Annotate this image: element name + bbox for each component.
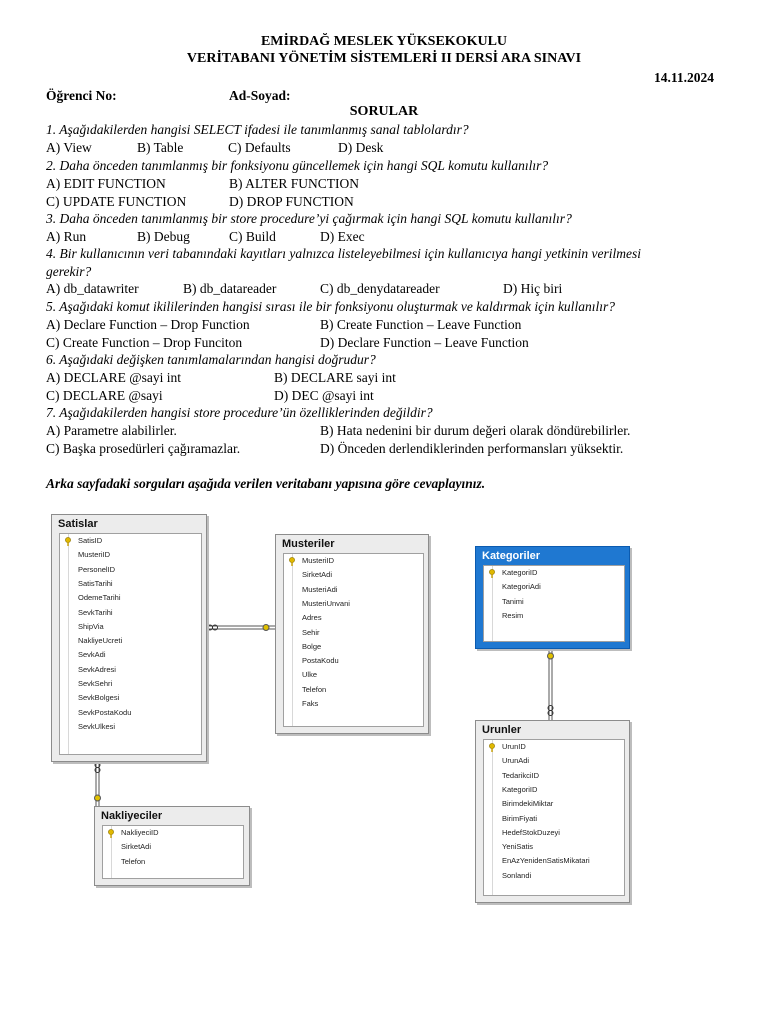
option-7b: B) Hata nedenini bir durum değeri olarak döndürebilirler. [320,423,631,438]
primary-key-icon [288,557,296,566]
option-2c: C) UPDATE FUNCTION [46,194,187,209]
column-name: SevkPostaKodu [78,707,132,717]
column-name: NakliyeUcreti [78,636,123,646]
column-name: Telefon [121,856,146,866]
primary-key-icon [64,537,72,546]
link-kategoriler-urunler [548,648,554,720]
column-name: Resim [502,610,524,620]
option-3b: B) Debug [137,229,190,244]
table-kategoriler-title: Kategoriler [482,550,541,562]
option-4b: B) db_datareader [183,281,277,296]
option-5b: B) Create Function – Leave Function [320,317,522,332]
table-nakliyeciler-title: Nakliyeciler [101,810,163,822]
column-row[interactable] [60,563,201,577]
column-name: Telefon [302,684,327,694]
option-6c: C) DECLARE @sayi [46,388,163,403]
column-name: MusteriUnvani [302,598,350,608]
column-name: KategoriID [502,568,538,577]
column-name: SevkSehri [78,679,113,688]
column-row[interactable] [60,648,201,662]
school-title: EMİRDAĞ MESLEK YÜKSEKOKULU [260,34,508,49]
column-row[interactable] [484,826,624,840]
name-label: Ad-Soyad: [229,88,291,103]
column-row[interactable] [484,595,624,609]
option-4c: C) db_denydatareader [320,281,440,296]
column-row[interactable] [103,840,243,854]
option-2d: D) DROP FUNCTION [229,194,354,209]
column-row[interactable] [284,597,423,611]
column-row[interactable] [484,580,624,594]
column-name: HedefStokDuzeyi [502,827,560,837]
column-row[interactable] [60,620,201,634]
column-row[interactable] [484,769,624,783]
column-name: SevkAdresi [78,664,116,674]
column-row[interactable] [60,663,201,677]
column-row[interactable] [284,697,423,711]
table-kategoriler-columns [483,565,625,642]
column-row[interactable] [284,683,423,697]
option-2a: A) EDIT FUNCTION [46,176,166,191]
column-name: SatisID [78,536,103,545]
option-6b: B) DECLARE sayi int [274,370,396,385]
section-title: SORULAR [349,104,419,119]
column-row[interactable] [284,626,423,640]
option-1a: A) View [46,140,92,155]
option-6d: D) DEC @sayi int [274,388,374,403]
question-2: 2. Daha önceden tanımlanmış bir fonksiyonu güncellemek için hangi SQL komutu kullanılır? [46,158,549,173]
question-1: 1. Aşağıdakilerden hangisi SELECT ifadesi ile tanımlanmış sanal tablolardır? [46,122,469,137]
column-name: SevkAdi [78,650,106,660]
table-urunler[interactable] [475,720,630,903]
table-musteriler-title: Musteriler [282,538,335,550]
table-musteriler[interactable] [275,534,429,734]
column-name: MusteriID [302,556,335,565]
column-row[interactable] [284,640,423,654]
option-4a: A) db_datawriter [46,281,139,296]
column-name: SevkTarihi [78,607,113,617]
column-name: PersonelID [78,564,116,574]
table-urunler-columns [483,739,625,896]
option-3d: D) Exec [320,229,365,244]
option-5a: A) Declare Function – Drop Function [46,317,250,332]
column-name: SirketAdi [302,570,333,580]
column-row[interactable] [60,548,201,562]
column-name: Tanimi [502,596,524,606]
column-row[interactable] [60,691,201,705]
question-4-line1: 4. Bir kullanıcının veri tabanındaki kayıtları yalnızca listeleyebilmesi için kullanıcıya hangi yetkinin verilmesi [46,246,641,261]
instruction-text: Arka sayfadaki sorguları aşağıda verilen veritabanı yapısına göre cevaplayınız. [46,476,486,491]
table-nakliyeciler[interactable] [94,806,250,886]
option-7a: A) Parametre alabilirler. [46,423,177,438]
option-7c: C) Başka prosedürleri çağıramazlar. [46,441,241,456]
table-satislar[interactable] [51,514,207,762]
column-name: Sehir [302,627,320,637]
question-5: 5. Aşağıdaki komut ikililerinden hangisi sırası ile bir fonksiyonu oluşturmak ve kaldırmak için kullanılır? [46,299,615,314]
option-2b: B) ALTER FUNCTION [229,176,360,191]
table-kategoriler[interactable] [475,546,630,649]
column-row[interactable] [60,720,201,734]
table-satislar-title: Satislar [58,518,98,530]
column-row[interactable] [284,668,423,682]
option-1c: C) Defaults [228,140,291,155]
column-row[interactable] [60,534,201,548]
question-4-line2: gerekir? [46,264,92,279]
column-name: KategoriAdi [502,582,541,592]
question-6: 6. Aşağıdaki değişken tanımlamalarından hangisi doğrudur? [46,352,376,367]
column-row[interactable] [284,554,423,568]
column-name: Ulke [302,670,318,680]
column-row[interactable] [103,826,243,840]
column-row[interactable] [484,740,624,754]
column-name: UrunID [502,742,526,751]
column-row[interactable] [284,611,423,625]
option-6a: A) DECLARE @sayi int [46,370,182,385]
option-3a: A) Run [46,229,87,244]
column-name: BirimFiyati [502,813,537,823]
column-row[interactable] [60,706,201,720]
column-row[interactable] [484,797,624,811]
question-3: 3. Daha önceden tanımlanmış bir store procedure’yi çağırmak için hangi SQL komutu kullanılır? [46,211,572,226]
column-row[interactable] [284,583,423,597]
option-7d: D) Önceden derlendiklerinden performansları yüksektir. [320,441,624,456]
table-nakliyeciler-columns [102,825,244,879]
column-name: Faks [302,699,319,708]
column-name: SirketAdi [121,842,152,852]
option-1b: B) Table [137,140,184,155]
column-name: KategoriID [502,784,538,794]
column-name: SevkUlkesi [78,721,116,731]
option-4d: D) Hiç biri [503,281,563,296]
column-row[interactable] [60,634,201,648]
column-row[interactable] [484,566,624,580]
column-row[interactable] [60,591,201,605]
option-1d: D) Desk [338,140,384,155]
column-row[interactable] [484,812,624,826]
column-name: TedarikciID [502,770,540,780]
column-name: MusteriAdi [302,584,338,594]
question-7: 7. Aşağıdakilerden hangisi store procedure’ün özelliklerinden değildir? [46,405,433,420]
column-name: PostaKodu [302,656,339,666]
table-satislar-columns [59,533,202,755]
link-satislar-nakliyeciler [95,760,101,806]
option-5c: C) Create Function – Drop Funciton [46,335,243,350]
option-5d: D) Declare Function – Leave Function [320,335,529,350]
column-name: UrunAdi [502,756,530,766]
column-row[interactable] [60,577,201,591]
exam-title: VERİTABANI YÖNETİM SİSTEMLERİ II DERSİ ARA SINAVI [186,51,582,66]
column-row[interactable] [484,783,624,797]
column-row[interactable] [484,754,624,768]
exam-date: 14.11.2024 [653,70,714,85]
column-name: MusteriID [78,550,111,560]
column-row[interactable] [484,609,624,623]
column-name: Bolge [302,641,322,651]
column-name: OdemeTarihi [78,593,121,603]
option-3c: C) Build [229,229,276,244]
column-name: ShipVia [78,621,104,631]
table-musteriler-columns [283,553,424,727]
column-name: Sonlandi [502,870,532,880]
column-row[interactable] [60,677,201,691]
column-name: Adres [302,613,322,623]
column-row[interactable] [103,855,243,869]
column-name: BirimdekiMiktar [502,799,554,809]
primary-key-icon [488,743,496,752]
primary-key-icon [488,569,496,578]
column-name: SevkBolgesi [78,693,120,703]
column-row[interactable] [60,606,201,620]
column-name: EnAzYenidenSatisMikatari [502,856,590,866]
column-row[interactable] [484,840,624,854]
column-row[interactable] [484,869,624,883]
column-name: SatisTarihi [78,578,113,588]
column-row[interactable] [284,654,423,668]
column-name: NakliyeciID [121,828,159,837]
primary-key-icon [107,829,115,838]
column-row[interactable] [284,568,423,582]
student-no-label: Öğrenci No: [46,88,117,103]
column-name: YeniSatis [502,842,533,852]
link-satislar-musteriler [207,625,275,631]
table-urunler-title: Urunler [482,724,522,736]
column-row[interactable] [484,854,624,868]
